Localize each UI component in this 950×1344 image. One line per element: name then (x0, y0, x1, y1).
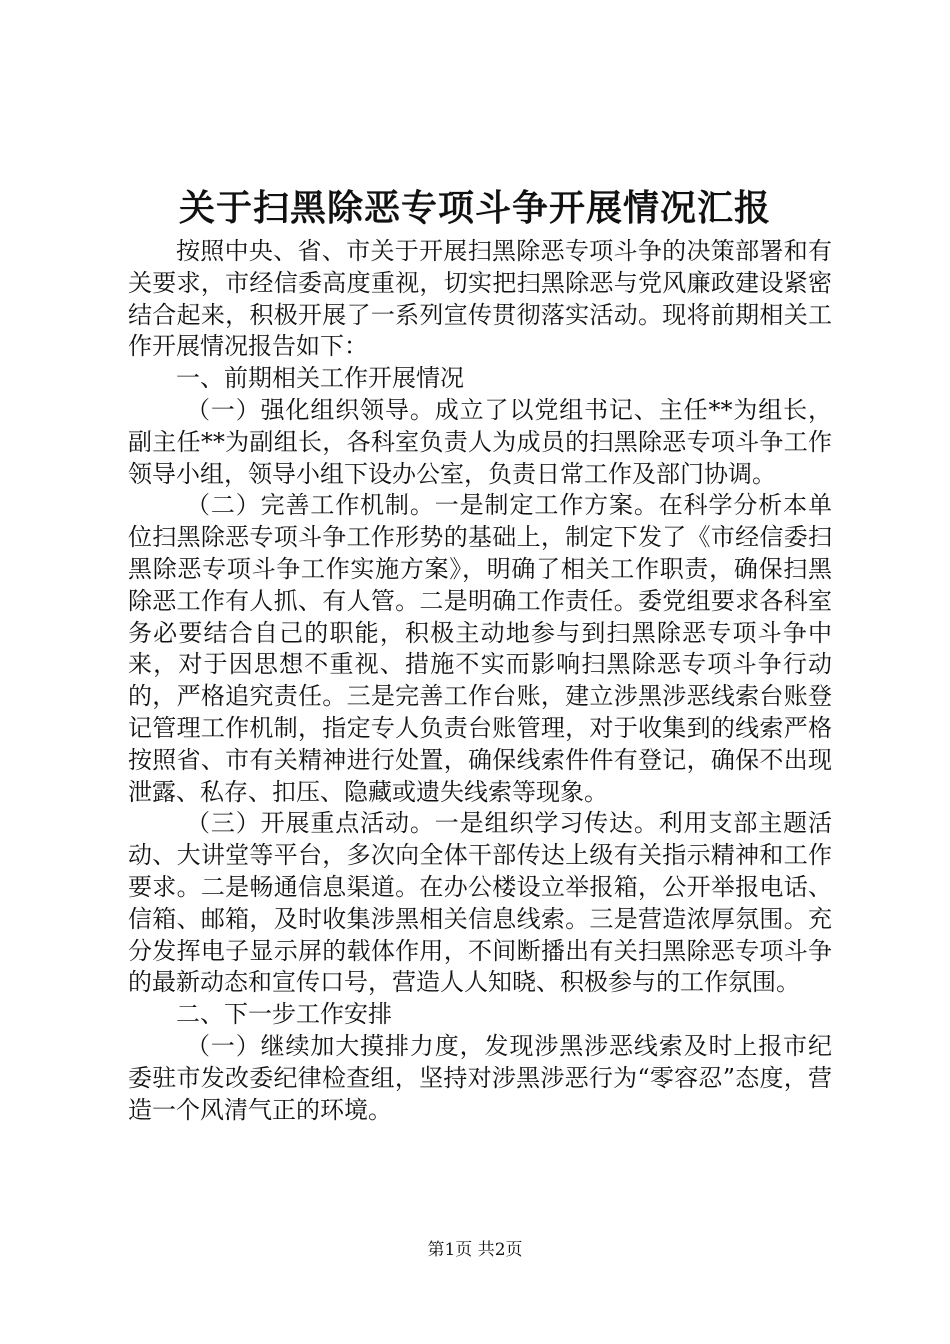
subsection-1-3: （三）开展重点活动。一是组织学习传达。利用支部主题活动、大讲堂等平台，多次向全体干部传达上级有关指示精神和工作要求。二是畅通信息渠道。在办公楼设立举报箱，公开举报电话、信箱、邮箱，及时收集涉黑相关信息线索。三是营造浓厚氛围。充分发挥电子显示屏的载体作用，不间断播出有关扫黑除恶专项斗争的最新动态和宣传口号，营造人人知晓、积极参与的工作氛围。 (128, 809, 832, 997)
section-heading-2: 二、下一步工作安排 (176, 1000, 392, 1029)
document-body (128, 236, 832, 1126)
section-heading-1: 一、前期相关工作开展情况 (176, 364, 464, 393)
subsection-1-2: （二）完善工作机制。一是制定工作方案。在科学分析本单位扫黑除恶专项斗争工作形势的基础上，制定下发了《市经信委扫黑除恶专项斗争工作实施方案》，明确了相关工作职责，确保扫黑除恶工作有人抓、有人管。二是明确工作责任。委党组要求各科室务必要结合自己的职能，积极主动地参与到扫黑除恶专项斗争中来，对于因思想不重视、措施不实而影响扫黑除恶专项斗争行动的，严格追究责任。三是完善工作台账，建立涉黑涉恶线索台账登记管理工作机制，指定专人负责台账管理，对于收集到的线索严格按照省、市有关精神进行处置，确保线索件件有登记，确保不出现泄露、私存、扣压、隐藏或遗失线索等现象。 (128, 491, 832, 806)
document-title: 关于扫黑除恶专项斗争开展情况汇报 (178, 187, 771, 229)
subsection-1-1: （一）强化组织领导。成立了以党组书记、主任**为组长，副主任**为副组长，各科室负责人为成员的扫黑除恶专项斗争工作领导小组，领导小组下设办公室，负责日常工作及部门协调。 (128, 395, 832, 488)
subsection-2-1: （一）继续加大摸排力度，发现涉黑涉恶线索及时上报市纪委驻市发改委纪律检查组，坚持对涉黑涉恶行为“零容忍”态度，营造一个风清气正的环境。 (128, 1031, 832, 1124)
page-number-footer: 第1页 共2页 (427, 1240, 523, 1260)
intro-paragraph: 按照中央、省、市关于开展扫黑除恶专项斗争的决策部署和有关要求，市经信委高度重视，切实把扫黑除恶与党风廉政建设紧密结合起来，积极开展了一系列宣传贯彻落实活动。现将前期相关工作开展情况报告如下： (128, 237, 832, 361)
